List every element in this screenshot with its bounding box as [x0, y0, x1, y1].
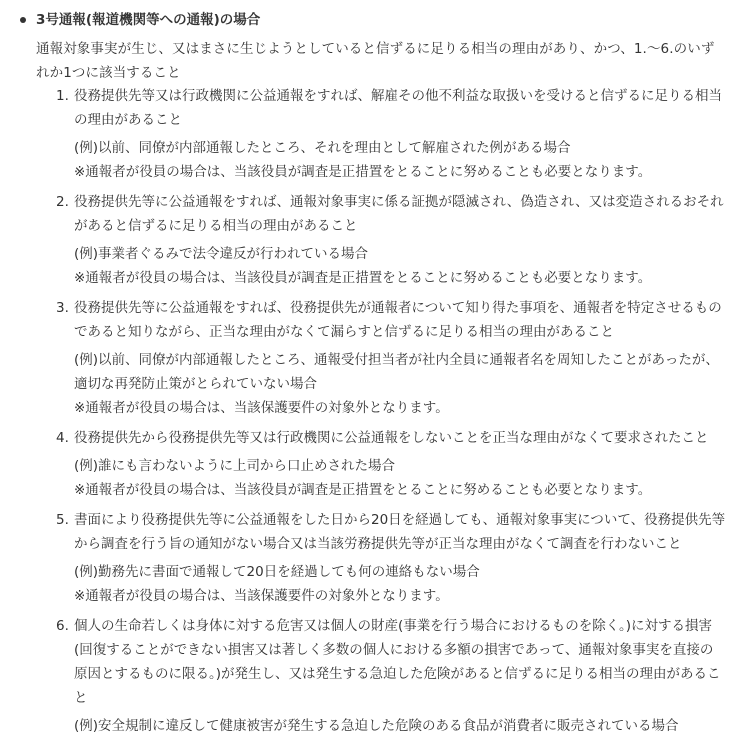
- item-condition: 役務提供先等に公益通報をすれば、通報対象事実に係る証拠が隠滅され、偽造され、又は変造されるおそれがあると信ずるに足りる相当の理由があること: [74, 194, 724, 234]
- item-condition: 役務提供先等に公益通報をすれば、役務提供先が通報者について知り得た事項を、通報者を特定させるものであると知りながら、正当な理由がなくて漏らすと信ずるに足りる相当の理由があること: [74, 300, 722, 340]
- section-heading-row: [20, 8, 720, 32]
- bullet-icon: [20, 17, 26, 23]
- item-example: (例)誰にも言わないように上司から口止めされた場合: [74, 458, 396, 474]
- item-note: ※通報者が役員の場合は、当該役員が調査是正措置をとることに努めることも必要となります。: [74, 164, 652, 180]
- item-note: ※通報者が役員の場合は、当該保護要件の対象外となります。: [74, 400, 449, 416]
- item-number: 1.: [56, 88, 69, 104]
- item-note: ※通報者が役員の場合は、当該保護要件の対象外となります。: [74, 588, 449, 604]
- list-item: [36, 426, 726, 502]
- item-condition: 書面により役務提供先等に公益通報をした日から20日を経過しても、通報対象事実について、役務提供先等から調査を行う旨の通知がない場合又は当該労務提供先等が正当な理由がなくて調査を行わないこと: [74, 512, 726, 552]
- conditions-list: [36, 84, 726, 743]
- list-item: [36, 296, 726, 420]
- item-note: ※通報者が役員の場合は、当該役員が調査是正措置をとることに努めることも必要となります。: [74, 270, 652, 286]
- item-number: 5.: [56, 512, 69, 528]
- item-condition: 役務提供先から役務提供先等又は行政機関に公益通報をしないことを正当な理由がなくて要求されたこと: [74, 430, 709, 446]
- item-example: (例)安全規制に違反して健康被害が発生する急迫した危険のある食品が消費者に販売されている場合: [74, 718, 679, 734]
- list-item: [36, 614, 726, 738]
- item-number: 3.: [56, 300, 69, 316]
- item-condition: 個人の生命若しくは身体に対する危害又は個人の財産(事業を行う場合におけるものを除く。)に対する損害(回復することができない損害又は著しく多数の個人における多額の損害であって、通報対象事実を直接の原因とするものに限る。)が発生し、又は発生する急迫した危険があると信ずるに足りる相当の理由があること: [74, 618, 721, 706]
- section-heading: 3号通報(報道機関等への通報)の場合: [36, 12, 261, 28]
- item-condition: 役務提供先等又は行政機関に公益通報をすれば、解雇その他不利益な取扱いを受けると信ずるに足りる相当の理由があること: [74, 88, 722, 128]
- item-number: 2.: [56, 194, 69, 210]
- item-number: 6.: [56, 618, 69, 634]
- item-example: (例)以前、同僚が内部通報したところ、通報受付担当者が社内全員に通報者名を周知したことがあったが、適切な再発防止策がとられていない場合: [74, 352, 719, 392]
- list-item: [36, 508, 726, 608]
- item-note: ※通報者が役員の場合は、当該役員が調査是正措置をとることに努めることも必要となります。: [74, 482, 652, 498]
- item-example: (例)以前、同僚が内部通報したところ、それを理由として解雇された例がある場合: [74, 140, 571, 156]
- item-example: (例)勤務先に書面で通報して20日を経過しても何の連絡もない場合: [74, 564, 480, 580]
- item-number: 4.: [56, 430, 69, 446]
- intro-paragraph: 通報対象事実が生じ、又はまさに生じようとしていると信ずるに足りる相当の理由があり、かつ、1.〜6.のいずれか1つに該当すること: [36, 41, 715, 81]
- list-item: [36, 190, 726, 290]
- item-example: (例)事業者ぐるみで法令違反が行われている場合: [74, 246, 369, 262]
- list-item: [36, 84, 726, 184]
